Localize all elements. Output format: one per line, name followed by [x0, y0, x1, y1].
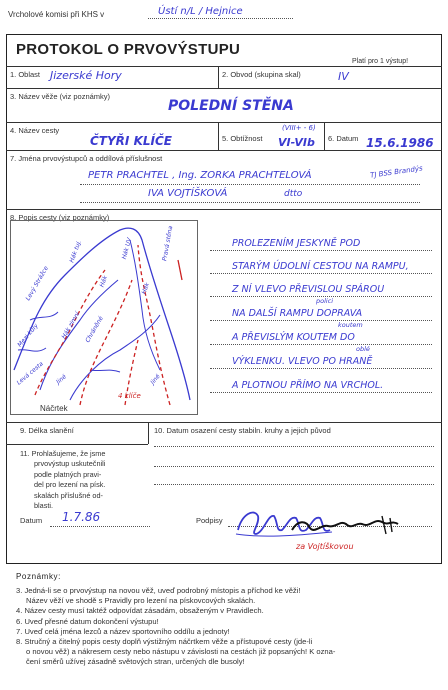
jmena-line1-note: TJ BSS Brandýs: [369, 164, 424, 180]
nazev-veze-value: POLEDNÍ STĚNA: [168, 98, 294, 114]
description-line: A PLOTNOU PŘÍMO NA VRCHOL.: [232, 380, 384, 391]
note-item: čení směrů užívej zásadně světových stran, určených dle busoly!: [26, 657, 245, 667]
dotted-line: [154, 484, 434, 485]
divider: [6, 150, 442, 151]
plati-note: Platí pro 1 výstup!: [352, 58, 409, 65]
komise-line: [148, 18, 293, 19]
nazev-cesty-value: ČTYŘI KLÍČE: [90, 134, 172, 148]
prohlaseni-line: blasti.: [34, 501, 54, 511]
divider: [6, 209, 442, 210]
obtiznost-note: (VIII+ - 6): [282, 124, 316, 132]
note-item: 8. Stručný a čitelný popis cesty doplň výstižným náčrtkem věže a přístupové cesty (jde-li: [16, 637, 313, 647]
insert-koutem: koutem: [338, 321, 363, 329]
dotted-line: [210, 368, 432, 369]
komise-label: Vrcholové komisi při KHS v: [8, 10, 105, 19]
dotted-line: [210, 392, 432, 393]
nacrtek-label: Náčrtek: [40, 404, 68, 413]
sketch-label: Hák: [140, 281, 152, 296]
prohlaseni-line: podle platných pravi-: [34, 469, 102, 479]
description-line: Z NÍ VLEVO PŘEVISLOU SPÁROU: [232, 284, 385, 295]
insert-polici: polici: [316, 297, 334, 305]
obvod-value: IV: [338, 70, 349, 83]
notes-title: Poznámky:: [16, 572, 61, 581]
description-line: A PŘEVISLÝM KOUTEM DO: [232, 332, 355, 343]
divider: [6, 88, 442, 89]
sketch-label: Levá cesta: [15, 360, 45, 387]
divider: [6, 66, 442, 67]
dotted-line: [154, 466, 434, 467]
jmena-label: 7. Jména prvovýstupců a oddílová příslušnost: [10, 154, 163, 163]
sketch-label: Hák: [98, 274, 110, 289]
sketch-label: 4 klíče: [118, 392, 141, 400]
note-item: 7. Uveď celá jména lezců a název sportovního oddílu a jednoty!: [16, 626, 230, 636]
sketch-label: Hák zimní: [60, 310, 82, 341]
dotted-line: [210, 250, 432, 251]
jmena-line2-note: dtto: [284, 189, 303, 199]
jmena-line1: PETR PRACHTEL , Ing. ZORKA PRACHTELOVÁ: [88, 170, 312, 181]
description-line: STARÝM ÚDOLNÍ CESTOU NA RAMPU,: [232, 261, 409, 272]
dotted-line: [80, 202, 420, 203]
datum-sign-label: Datum: [20, 516, 43, 525]
note-item: o novou věž) a nákresem cesty nebo nástupu v závislosti na cestách již popsaných! K ozna-: [26, 647, 336, 657]
sketch-label: Jiné: [149, 373, 162, 386]
datum-sign-value: 1.7.86: [62, 510, 101, 524]
sketch-label: Levý Strážce: [24, 265, 50, 302]
note-item: Název věží ve shodě s Pravidly pro lezení na pískovcových skalách.: [26, 596, 256, 606]
divider: [6, 444, 148, 445]
description-line: NA DALŠÍ RAMPU DOPRAVA: [232, 308, 363, 319]
prohlaseni-line: del pro lezení na písk.: [34, 480, 106, 490]
jmena-line2: IVA VOJTÍŠKOVÁ: [148, 188, 228, 199]
form-title: PROTOKOL O PRVOVÝSTUPU: [16, 41, 241, 58]
obvod-label: 2. Obvod (skupina skal): [222, 70, 301, 79]
divider: [6, 122, 442, 123]
dotted-line: [210, 344, 432, 345]
insert-oble: oblé: [356, 345, 370, 353]
oblast-label: 1. Oblast: [10, 70, 41, 79]
datum-value: 15.6.1986: [366, 136, 434, 150]
sketch-label: Chráněné: [84, 315, 105, 344]
dotted-line: [80, 184, 420, 185]
prohlaseni-line: 11. Prohlašujeme, že jsme: [20, 449, 106, 458]
delka-label: 9. Délka slanění: [20, 426, 74, 435]
sketch-label: Hák UV: [120, 236, 134, 261]
description-line: VÝKLENKU. VLEVO PO HRANĚ: [232, 356, 373, 367]
dotted-line: [154, 446, 434, 447]
nazev-veze-label: 3. Název věže (viz poznámky): [10, 92, 111, 101]
nazev-cesty-label: 4. Název cesty: [10, 126, 60, 135]
note-item: 6. Uveď přesné datum dokončení výstupu!: [16, 616, 159, 626]
divider: [218, 122, 219, 150]
sketch-label: Mezi kůly: [16, 322, 40, 349]
obtiznost-label: 5. Obtížnost: [222, 134, 263, 143]
dotted-line: [50, 526, 150, 527]
dotted-line: [210, 273, 432, 274]
divider: [324, 122, 325, 150]
note-item: 3. Jedná-li se o prvovýstup na novou věž, uveď podrobný místopis a příchod ke věži!: [16, 586, 301, 595]
dotted-line: [210, 320, 432, 321]
datum-osazeni-label: 10. Datum osazení cesty stabiln. kruhy a jejich původ: [154, 426, 331, 435]
popis-label: 8. Popis cesty (viz poznámky): [10, 213, 110, 222]
prohlaseni: [20, 449, 105, 511]
description-line: PROLEZENÍM JESKYNĚ POD: [232, 238, 361, 249]
obtiznost-value: VI-VIb: [278, 136, 315, 149]
divider: [148, 422, 149, 444]
signature-note: za Vojtíškovou: [296, 542, 354, 551]
divider: [218, 66, 219, 88]
datum-label: 6. Datum: [328, 134, 359, 143]
podpisy-label: Podpisy: [196, 516, 223, 525]
notes-list: [16, 586, 436, 668]
sketch-label: Jiné: [55, 373, 68, 386]
komise-value: Ústí n/L / Hejnice: [158, 6, 243, 17]
divider: [6, 422, 442, 423]
oblast-value: Jizerské Hory: [50, 69, 122, 82]
sketch-label: Pravá stěna: [161, 225, 175, 262]
sketch-label: Hák tuj.: [68, 239, 83, 264]
prohlaseni-line: prvovýstup uskutečnili: [34, 459, 106, 469]
note-item: 4. Název cesty musí taktéž odpovídat zásadám, obsaženým v Pravidlech.: [16, 606, 264, 616]
prohlaseni-line: skalách příslušné od-: [34, 490, 103, 500]
